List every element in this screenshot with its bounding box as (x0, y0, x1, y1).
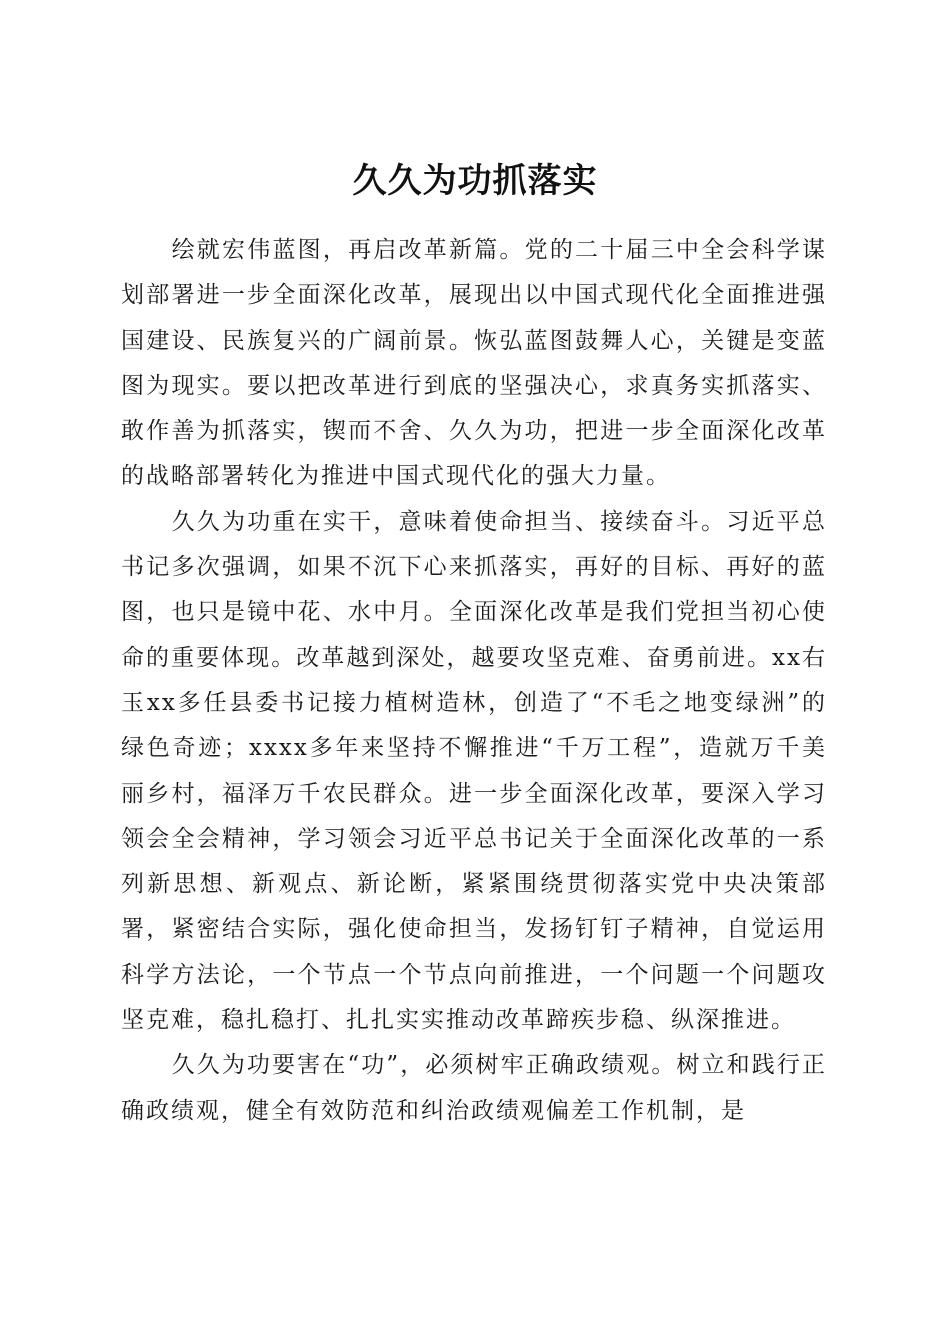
paragraph-3: 久久为功要害在“功”，必须树牢正确政绩观。树立和践行正确政绩观，健全有效防范和纠治政绩观偏差工作机制，是 (121, 1052, 827, 1124)
paragraph-2: 久久为功重在实干，意味着使命担当、接续奋斗。习近平总书记多次强调，如果不沉下心来抓落实，再好的目标、再好的蓝图，也只是镜中花、水中月。全面深化改革是我们党担当初心使命的重要体现。改革越到深处，越要攻坚克难、奋勇前进。xx右玉xx多任县委书记接力植树造林，创造了“不毛之地变绿洲”的绿色奇迹；xxxx多年来坚持不懈推进“千万工程”，造就万千美丽乡村，福泽万千农民群众。进一步全面深化改革，要深入学习领会全会精神，学习领会习近平总书记关于全面深化改革的一系列新思想、新观点、新论断，紧紧围绕贯彻落实党中央决策部署，紧密结合实际，强化使命担当，发扬钉钉子精神，自觉运用科学方法论，一个节点一个节点向前推进，一个问题一个问题攻坚克难，稳扎稳打、扎扎实实推动改革蹄疾步稳、纵深推进。 (121, 508, 827, 1034)
document-body (121, 228, 827, 1134)
document-title: 久久为功抓落实 (352, 160, 598, 201)
paragraph-1: 绘就宏伟蓝图，再启改革新篇。党的二十届三中全会科学谋划部署进一步全面深化改革，展现出以中国式现代化全面推进强国建设、民族复兴的广阔前景。恢弘蓝图鼓舞人心，关键是变蓝图为现实。要以把改革进行到底的坚强决心，求真务实抓落实、敢作善为抓落实，锲而不舍、久久为功，把进一步全面深化改革的战略部署转化为推进中国式现代化的强大力量。 (121, 237, 827, 490)
